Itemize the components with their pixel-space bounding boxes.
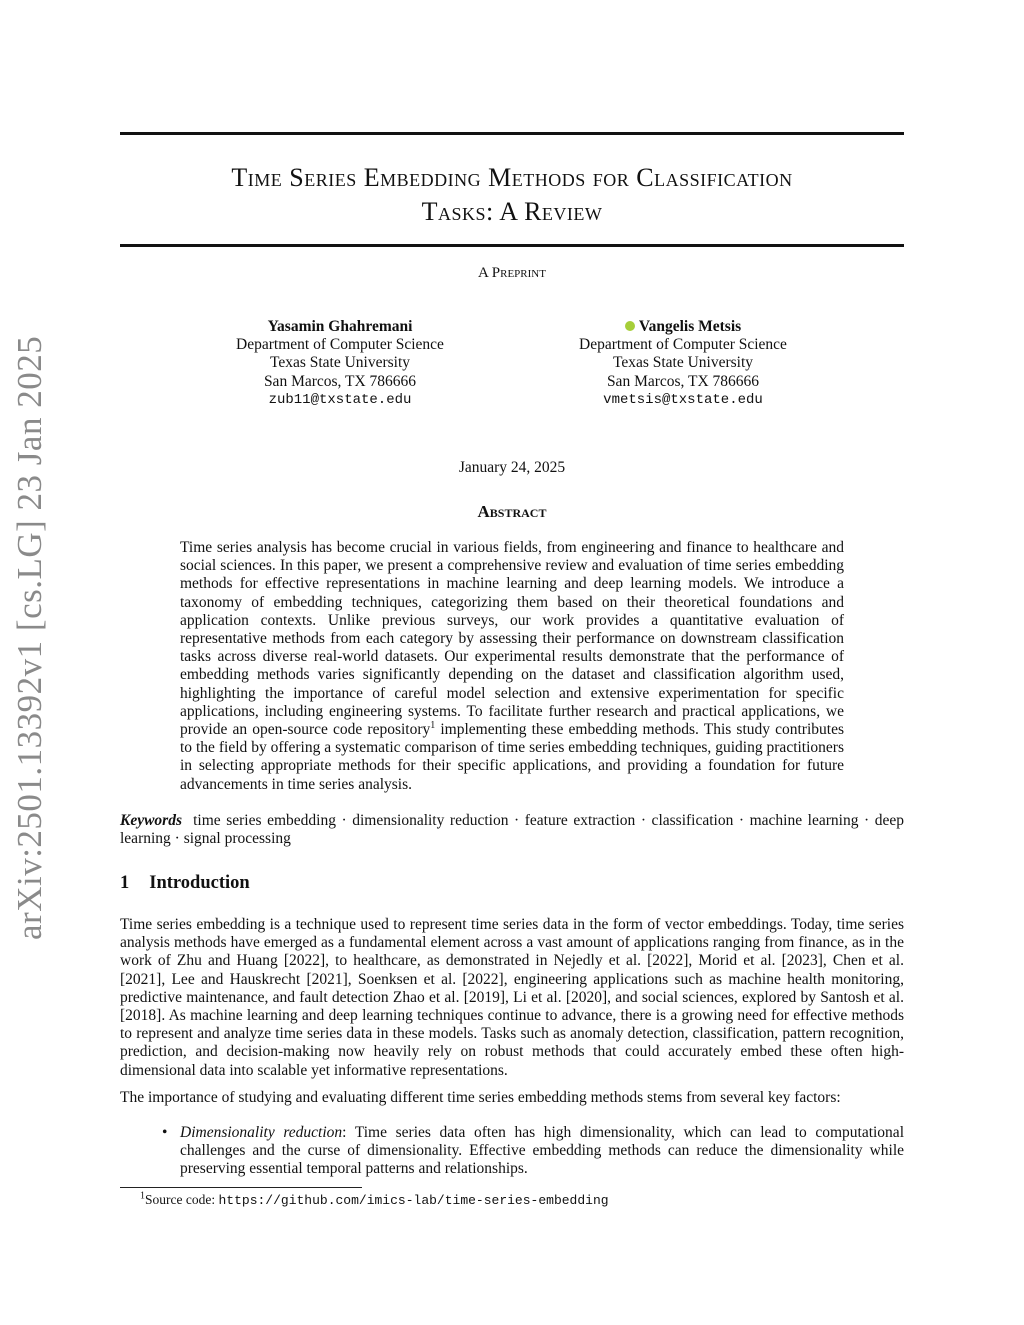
author-name: Yasamin Ghahremani — [267, 318, 413, 335]
arxiv-identifier: arXiv:2501.13392v1 [cs.LG] 23 Jan 2025 — [10, 335, 49, 940]
author-name: Vangelis Metsis — [638, 318, 742, 335]
footnote-marker[interactable]: 1 — [430, 719, 436, 731]
keywords-text: time series embedding · dimensionality reduction · feature extraction · classification · machine learning · deep learning · signal processing — [120, 812, 904, 848]
section-title: Introduction — [149, 873, 250, 893]
author-university: Texas State University — [612, 354, 754, 372]
author-department: Department of Computer Science — [579, 336, 787, 354]
title-line-1: Time Series Embedding Methods for Classification — [231, 163, 793, 192]
footnote-rule — [120, 1187, 362, 1188]
section-heading — [120, 874, 250, 892]
keywords-label: Keywords — [120, 812, 182, 829]
abstract-text-part-a: Time series analysis has become crucial in various fields, from engineering and finance to healthcare and social sciences. In this paper, we present a comprehensive review and evaluation of time series embedding methods for effective representations in machine learning and deep learning models. We introduce a taxonomy of embedding techniques, categorizing them based on their theoretical foundations and application contexts. Unlike previous surveys, our work provides a quantitative evaluation of representative methods from each category by assessing their performance on downstream classification tasks across diverse real-world datasets. Our experimental results demonstrate that the performance of embedding methods varies significantly depending on the dataset and classification algorithm used, highlighting the importance of careful model selection and extensive experimentation for specific applications, including engineering systems. To facilitate further research and practical applications, we provide an open-source code repository — [180, 539, 844, 739]
footnote-label: Source code: — [145, 1192, 219, 1207]
preprint-label: A Preprint — [478, 265, 546, 281]
title-line-2: Tasks: A Review — [421, 197, 603, 226]
author-block-2 — [533, 318, 833, 409]
author-university: Texas State University — [269, 354, 411, 372]
author-name-row — [533, 318, 833, 336]
intro-paragraph-1: Time series embedding is a technique used to represent time series data in the form of vector embeddings. Today, time series analysis methods have emerged as a fundamental element across a vast amount of applications ranging from finance, as in the work of Zhu and Huang [2022], to healthcare, as demonstrated in Nejedly et al. [2022], Morid et al. [2023], Chen et al. [2021], Lee and Hauskrecht [2021], Soenksen et al. [2022], engineering applications such as machine health monitoring, predictive maintenance, and fault detection Zhao et al. [2019], Li et al. [2020], and social sciences, explored by Santosh et al. [2018]. As machine learning and deep learning techniques continue to advance, there is a growing need for effective methods to represent and analyze time series data in these models. Tasks such as anomaly detection, classification, pattern recognition, prediction, and decision-making now heavily rely on robust methods that could accurately embed these often high-dimensional data into scalable yet informative representations. — [120, 916, 904, 1079]
footnote-number: 1 — [140, 1190, 145, 1202]
paper-title — [120, 161, 904, 229]
author-email[interactable]: vmetsis@txstate.edu — [603, 391, 763, 408]
paper-date: January 24, 2025 — [458, 459, 566, 476]
title-top-rule — [120, 132, 904, 135]
orcid-icon[interactable] — [625, 321, 635, 331]
intro-paragraph-2: The importance of studying and evaluating different time series embedding methods stems from several key factors: — [120, 1089, 841, 1106]
author-department: Department of Computer Science — [236, 336, 444, 354]
abstract-body — [180, 539, 844, 794]
abstract-text-part-b: implementing these embedding methods. This study contributes to the field by offering a systematic comparison of time series embedding techniques, guiding practitioners in selecting appropriate methods for their specific applications, and providing a foundation for future advancements in time series analysis. — [180, 721, 844, 793]
keywords — [120, 812, 904, 848]
author-email[interactable]: zub11@txstate.edu — [268, 391, 412, 408]
abstract-heading: Abstract — [477, 502, 547, 521]
bullet-text: : Time series data often has high dimensionality, which can lead to computational challenges and the curse of dimensionality. Effective embedding methods can reduce the dimensionality while preserving essential temporal patterns and relationships. — [180, 1124, 904, 1178]
bullet-term: Dimensionality reduction — [180, 1124, 343, 1141]
author-city: San Marcos, TX 786666 — [263, 372, 417, 390]
author-city: San Marcos, TX 786666 — [606, 372, 760, 390]
bullet-item — [180, 1124, 904, 1179]
footnote-url[interactable]: https://github.com/imics-lab/time-series-embedding — [218, 1193, 609, 1208]
author-block-1 — [190, 318, 490, 409]
section-number: 1 — [120, 873, 130, 893]
title-bottom-rule — [120, 244, 904, 247]
bullet-icon: • — [162, 1124, 168, 1141]
footnote — [140, 1191, 609, 1210]
